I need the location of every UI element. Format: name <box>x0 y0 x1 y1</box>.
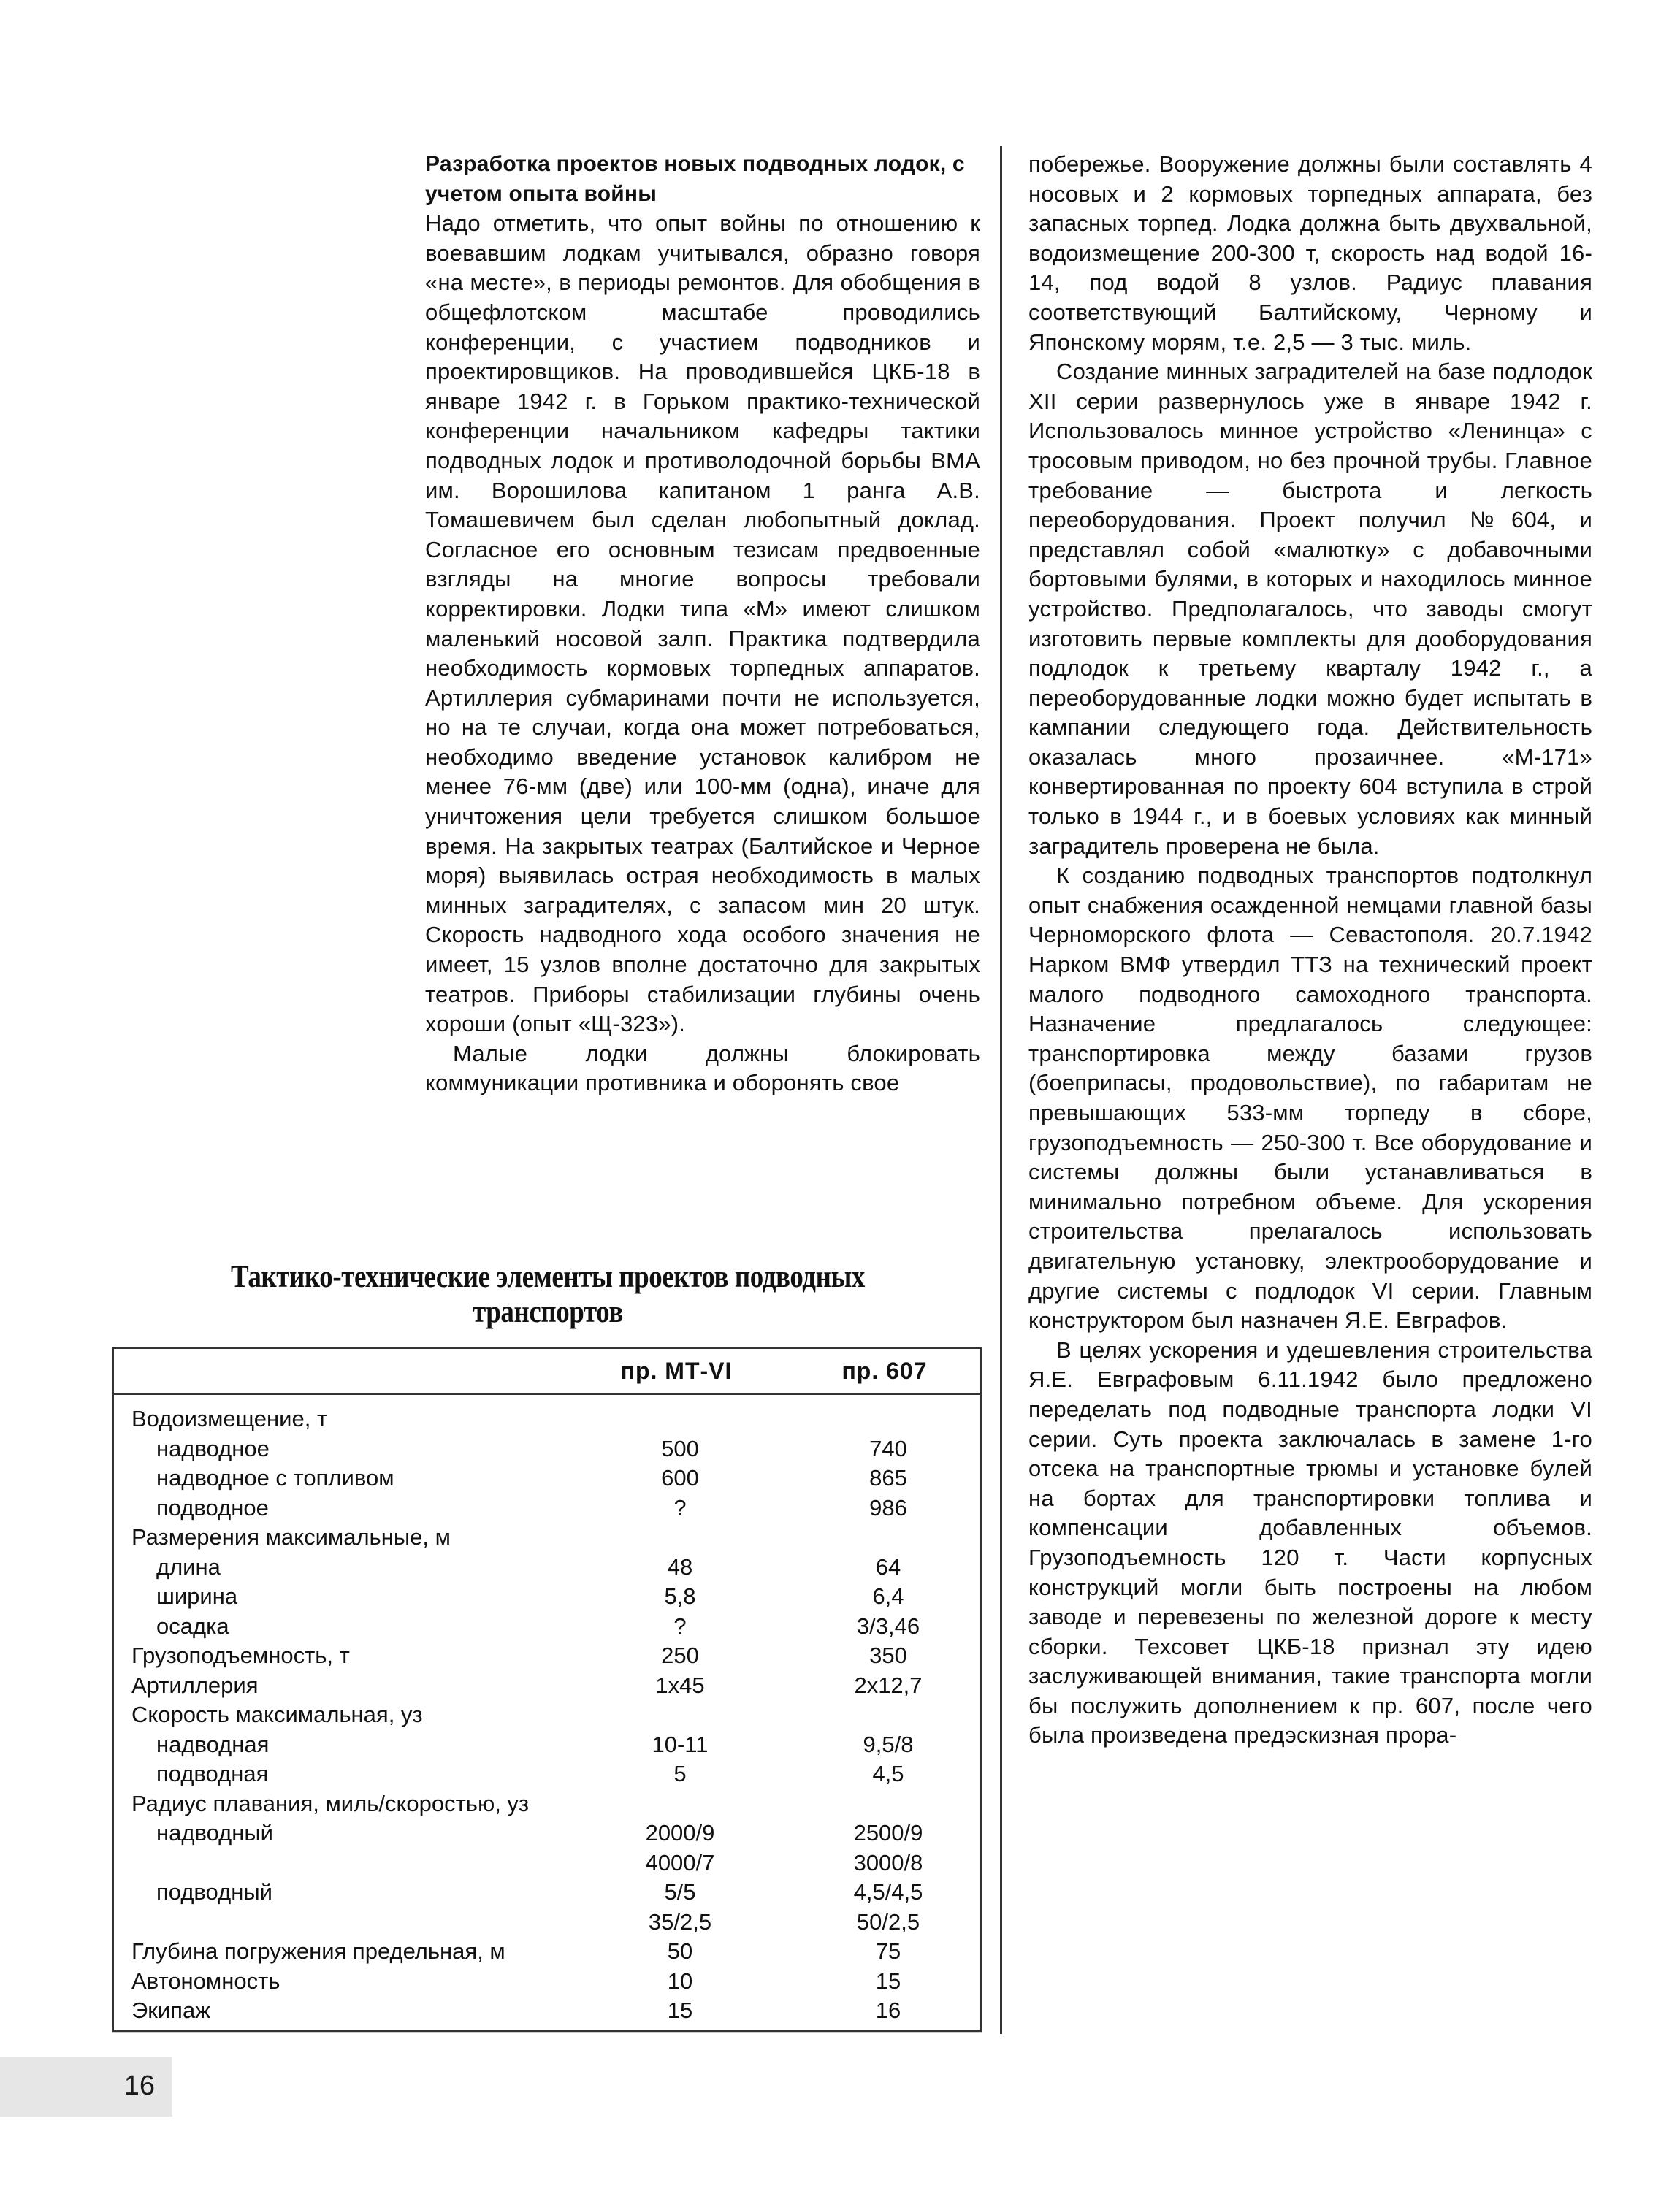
cell-607: 2x12,7 <box>854 1672 923 1698</box>
cell-mt6: ? <box>673 1613 687 1639</box>
table-row <box>114 1937 980 1967</box>
cell-mt6: 250 <box>661 1643 699 1668</box>
table-body <box>114 1395 980 2026</box>
table-row <box>114 1848 980 1878</box>
cell-mt6: 600 <box>661 1465 699 1491</box>
table-row <box>114 1434 980 1464</box>
table-row <box>114 1671 980 1701</box>
cell-607: 6,4 <box>872 1583 904 1609</box>
column-header-mt6: пр. МТ-VI <box>620 1358 733 1384</box>
cell-mt6: 2000/9 <box>645 1820 715 1846</box>
cell-mt6: 50 <box>667 1938 693 1964</box>
row-label: подводный <box>156 1879 272 1905</box>
cell-607: 4,5 <box>872 1761 904 1786</box>
cell-607: 64 <box>875 1553 901 1580</box>
table-row <box>114 1996 980 2026</box>
table-row <box>114 1967 980 1997</box>
table-row <box>114 1730 980 1760</box>
cell-607: 2500/9 <box>853 1820 923 1846</box>
page-number-bar <box>0 2057 172 2117</box>
row-label: подводная <box>156 1761 269 1786</box>
cell-607: 16 <box>875 1997 901 2023</box>
row-label: Размерения максимальные, м <box>131 1524 451 1550</box>
row-label: длина <box>156 1553 221 1580</box>
table-row <box>114 1582 980 1612</box>
paragraph: побережье. Вооружение должны были составлять 4 носовых и 2 кормовых торпедных аппарата, без запасных торпед. Лодка должна быть двухвальной, водоизмещение 200-300 т, скорость над водой 16-14, под водой 8 узлов. Радиус плавания соответствующий Балтийскому, Черному и Японскому морям, т.е. 2,5 — 3 тыс. миль. <box>1028 151 1592 355</box>
cell-607: 3000/8 <box>853 1849 923 1875</box>
row-label: Скорость максимальная, уз <box>131 1702 423 1727</box>
paragraph: Создание минных заградителей на базе подлодок XII серии развернулось уже в январе 1942 г. Использовалось минное устройство «Ленинца» с тросовым приводом, но без прочной трубы. Главное требование — быстрота и легкость переоборудования. Проект получил №604, и представлял собой «малютку» с добавочными бортовыми булями, в которых и находилось минное устройство. Предполагалось, что заводы смогут изготовить первые комплекты для дооборудования подлодок к третьему кварталу 1942 г., а переоборудованные лодки можно будет испытать в кампании следующего года. Действительность оказалась много прозаичнее. «М-171» конвертированная по проекту 604 вступила в строй только в 1944 г., и в боевых условиях как минный заградитель проверена не была. <box>1028 359 1592 859</box>
row-label: Водоизмещение, т <box>131 1406 328 1431</box>
cell-607: 15 <box>875 1968 901 1994</box>
row-label: Глубина погружения предельная, м <box>131 1938 505 1964</box>
cell-607: 4,5/4,5 <box>853 1879 923 1905</box>
table-row <box>114 1523 980 1553</box>
table-row <box>114 1759 980 1789</box>
paragraph: В целях ускорения и удешевления строительства Я.Е. Евграфовым 6.11.1942 было предложено переделать под подводные транспорта лодки VI серии. Суть проекта заключалась в замене 1-го отсека на транспортные трюмы и установке булей на бортах для транспортировки топлива и компенсации добавленных объемов. Грузоподъемность 120 т. Части корпусных конструкций могли быть построены на любом заводе и перевезены по железной дороге к месту сборки. Техсовет ЦКБ-18 признал эту идею заслуживающей внимания, такие транспорта могли бы послужить дополнением к пр. 607, после чего была произведена предэскизная прора- <box>1028 1337 1592 1748</box>
table-row <box>114 1553 980 1583</box>
row-label: ширина <box>156 1583 238 1609</box>
paragraph: К созданию подводных транспортов подтолкнул опыт снабжения осажденной немцами главной базы Черноморского флота — Севастополя. 20.7.1942 Нарком ВМФ утвердил ТТЗ на технический проект малого подводного самоходного транспорта. Назначение предлагалось следующее: транспортировка между базами грузов (боеприпасы, продовольствие), по габаритам не превышающих 533-мм торпеду в сборе, грузоподъемность — 250-300 т. Все оборудование и системы должны были устанавливаться в минимально потребном объеме. Для ускорения строительства прелагалось использовать двигательную установку, электрооборудование и другие системы с подлодок VI серии. Главным конструктором был назначен Я.Е. Евграфов. <box>1028 863 1592 1334</box>
column-divider <box>1000 146 1002 2034</box>
table-header-row <box>114 1349 980 1395</box>
row-label: Экипаж <box>131 1997 210 2023</box>
table-row <box>114 1641 980 1671</box>
table-row <box>114 1908 980 1938</box>
row-label: подводное <box>156 1494 269 1521</box>
cell-607: 9,5/8 <box>863 1731 914 1757</box>
row-label: Артиллерия <box>131 1672 259 1698</box>
row-label: надводное <box>156 1435 270 1461</box>
table-row <box>114 1878 980 1908</box>
cell-mt6: 1x45 <box>655 1672 705 1698</box>
cell-607: 740 <box>869 1435 907 1461</box>
section-heading: Разработка проектов новых подводных лодок, с учетом опыта войны <box>425 152 965 206</box>
left-text-column <box>425 150 980 1098</box>
table-title: Тактико-технические элементы проектов подводных транспортов <box>231 1260 865 1329</box>
cell-mt6: 500 <box>661 1435 699 1461</box>
cell-mt6: 4000/7 <box>645 1849 715 1875</box>
cell-mt6: 48 <box>667 1553 693 1580</box>
cell-607: 865 <box>869 1465 907 1491</box>
cell-mt6: ? <box>673 1494 687 1521</box>
table-row <box>114 1819 980 1848</box>
spec-table <box>112 1347 982 2032</box>
cell-mt6: 5 <box>673 1761 687 1786</box>
row-label: надводная <box>156 1731 270 1757</box>
cell-mt6: 5,8 <box>664 1583 696 1609</box>
cell-607: 75 <box>875 1938 901 1964</box>
table-row <box>114 1404 980 1434</box>
row-label: осадка <box>156 1613 229 1639</box>
right-text-column <box>1028 150 1592 1751</box>
table-row <box>114 1789 980 1819</box>
cell-607: 350 <box>869 1643 907 1668</box>
cell-607: 50/2,5 <box>856 1908 920 1935</box>
row-label: Грузоподъемность, т <box>131 1643 350 1668</box>
row-label: надводный <box>156 1820 273 1846</box>
paragraph: Надо отметить, что опыт войны по отношению к воевавшим лодкам учитывался, образно говоря «на месте», в периоды ремонтов. Для обобщения в общефлотском масштабе проводились конференции, с участием подводников и проектировщиков. На проводившейся ЦКБ-18 в январе 1942 г. в Горьком практико-технической конференции начальником кафедры тактики подводных лодок и противолодочной борьбы ВМА им. Ворошилова капитаном 1 ранга А.В. Томашевичем был сделан любопытный доклад. Согласное его основным тезисам предвоенные взгляды на многие вопросы требовали корректировки. Лодки типа «М» имеют слишком маленький носовой залп. Практика подтвердила необходимость кормовых торпедных аппаратов. Артиллерия субмаринами почти не используется, но на те случаи, когда она может потребоваться, необходимо введение установок калибром не менее 76-мм (две) или 100-мм (одна), иначе для уничтожения цели требуется слишком большое время. На закрытых театрах (Балтийское и Черное моря) выявилась острая необходимость в малых минных заградителях, с запасом мин 20 штук. Скорость надводного хода особого значения не имеет, 15 узлов вполне достаточно для закрытых театров. Приборы стабилизации глубины очень хороши (опыт «Щ-323»). <box>425 210 980 1037</box>
cell-607: 986 <box>869 1494 907 1521</box>
table-row <box>114 1464 980 1494</box>
cell-mt6: 10 <box>667 1968 693 1994</box>
cell-mt6: 10-11 <box>652 1731 709 1757</box>
row-label: надводное с топливом <box>156 1465 394 1491</box>
page-number: 16 <box>123 2070 155 2101</box>
cell-mt6: 5/5 <box>664 1879 696 1905</box>
table-row <box>114 1612 980 1642</box>
paragraph: Малые лодки должны блокировать коммуникации противника и оборонять свое <box>425 1040 980 1096</box>
cell-mt6: 35/2,5 <box>648 1908 712 1935</box>
table-row <box>114 1700 980 1730</box>
table-row <box>114 1494 980 1523</box>
row-label: Радиус плавания, миль/скоростью, уз <box>131 1790 530 1816</box>
row-label: Автономность <box>131 1968 280 1994</box>
column-header-607: пр. 607 <box>841 1358 928 1384</box>
cell-mt6: 15 <box>667 1997 693 2023</box>
cell-607: 3/3,46 <box>856 1613 920 1639</box>
